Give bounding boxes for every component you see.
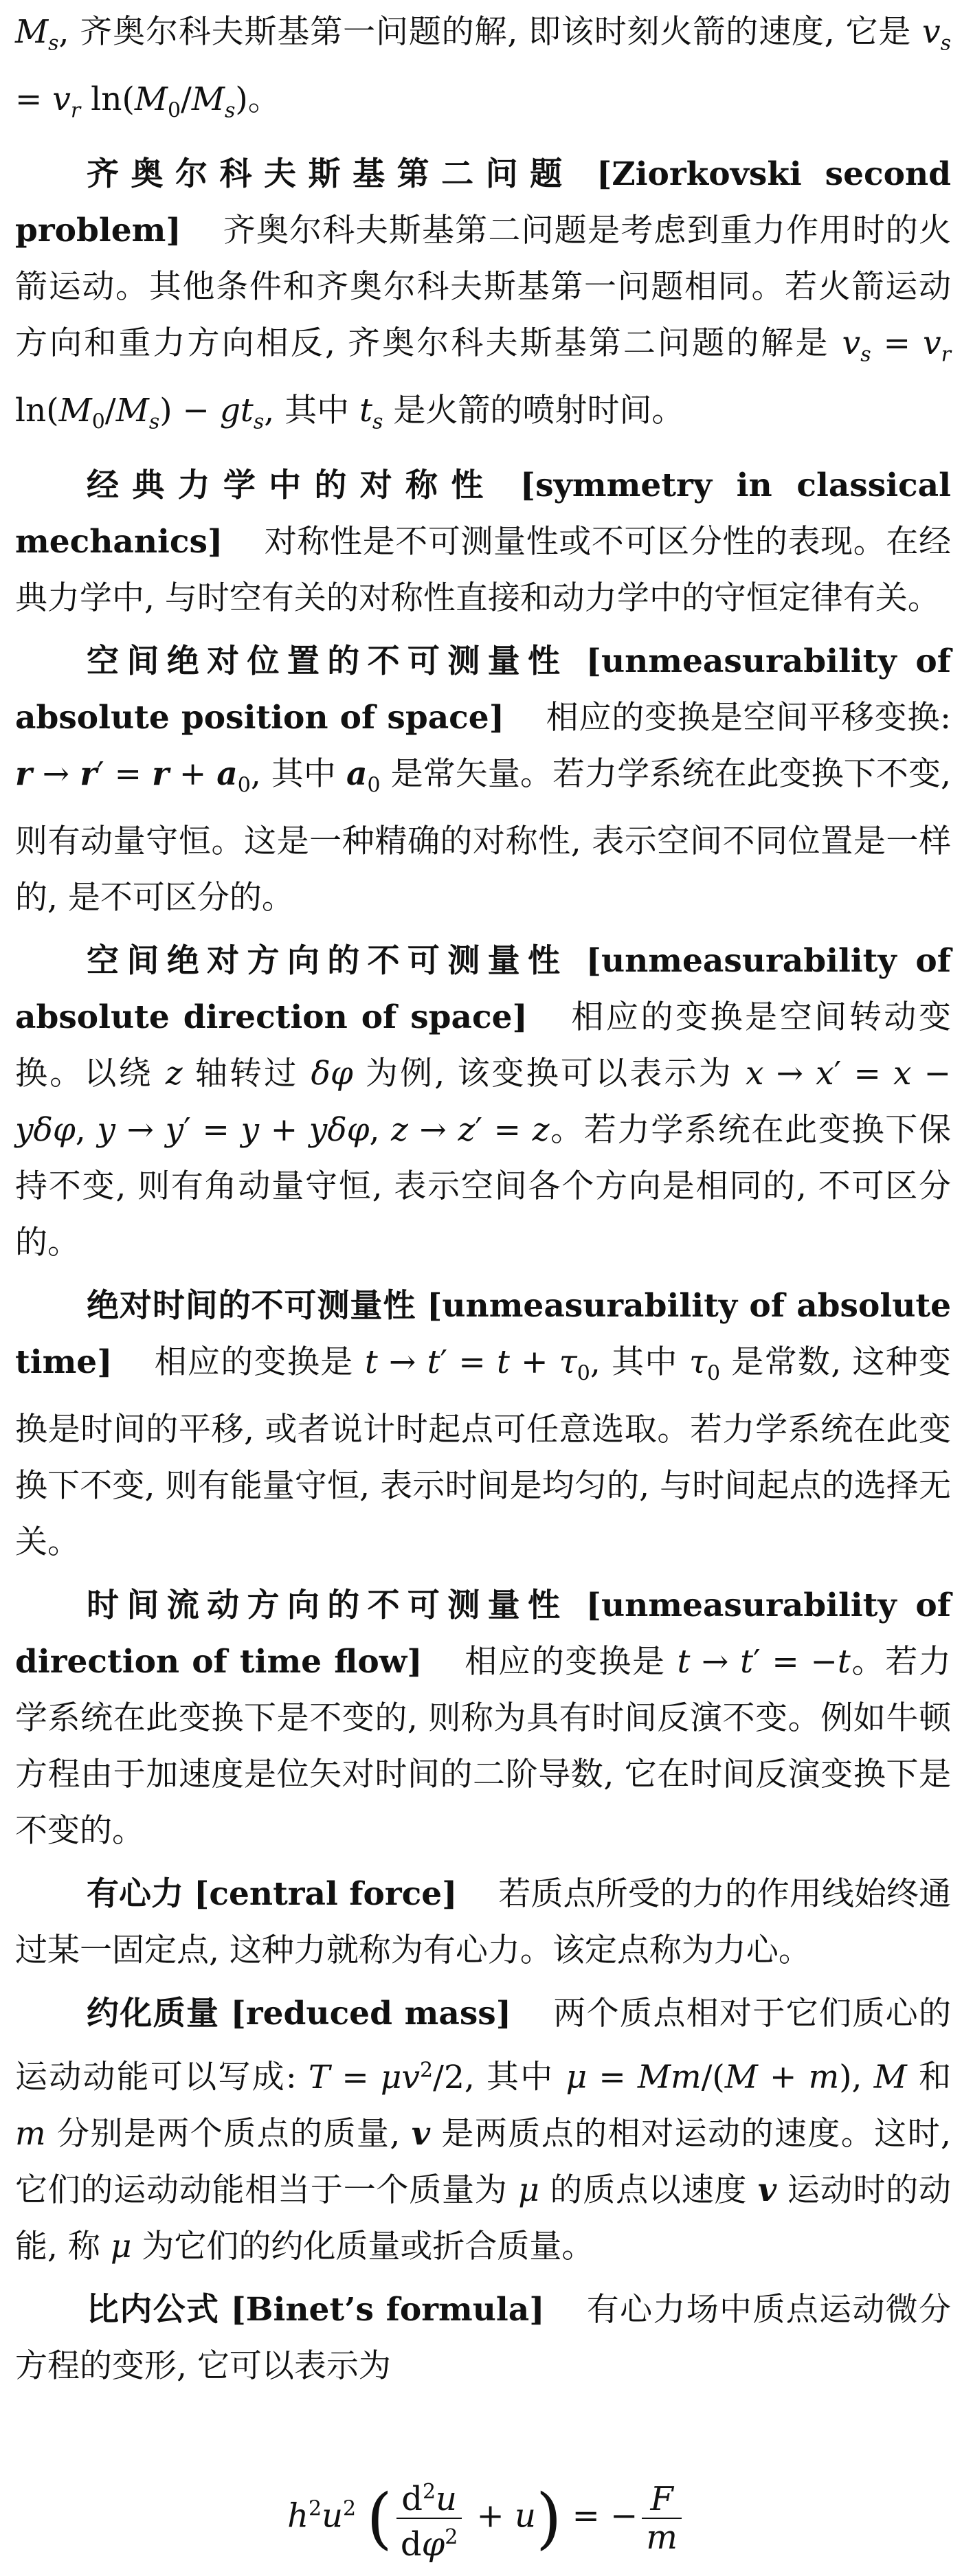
- entry-term: 经典力学中的对称性: [87, 466, 497, 504]
- binet-equation: $h^2u^2$ ( $\frac{d^2u}{d\varphi^2}$ + u) = − $\frac{F}{m}$: [0, 2474, 973, 2563]
- entry-term: 空间绝对方向的不可测量性: [87, 941, 568, 980]
- entry-absolute-direction: 空间绝对方向的不可测量性 [unmeasurability of absolute direction of space] 相应的变换是空间转动变换。以绕 z 轴转过 δφ 为例, 该变换可以表示为 x → x′ = x − yδφ, y → y′ = y + yδφ, z → z′ = z。若力学系统在此变换下保持不变, 则有角动量守恒, 表示空间各个方向是相同的, 不可区分的。: [15, 941, 952, 1262]
- entry-body: 齐奥尔科夫斯基第二问题是考虑到重力作用时的火箭运动。其他条件和齐奥尔科夫斯基第一问题相同。若火箭运动方向和重力方向相反, 齐奥尔科夫斯基第二问题的解是: [15, 211, 951, 362]
- entry-english: [unmeasurability of direction of time flow]: [15, 1587, 951, 1681]
- entry-body: 相应的变换是: [463, 1643, 666, 1681]
- entry-ziolkovski-second: 齐奥尔科夫斯基第二问题 [Ziorkovski second problem] 齐奥尔科夫斯基第二问题是考虑到重力作用时的火箭运动。其他条件和齐奥尔科夫斯基第一问题相同。若火箭运动方向和重力方向相反, 齐奥尔科夫斯基第二问题的解是 $v_s = v_r$ $\ln(M_0/M_s) - gt_s$, 其中 $t_s$ 是火箭的喷射时间。: [15, 155, 951, 434]
- entry-english: [unmeasurability of absolute direction of space]: [15, 941, 951, 1036]
- entry-english: [Ziorkovski second problem]: [15, 155, 951, 249]
- entry-term: 时间流动方向的不可测量性: [87, 1587, 568, 1625]
- entry-body: 相应的变换是空间转动变换。以绕: [15, 998, 951, 1093]
- entry-central-force: [15, 1866, 951, 1979]
- entry-time-flow: 时间流动方向的不可测量性 [unmeasurability of direction of time flow] 相应的变换是 t → t′ = −t。若力学系统在此变换下是不变的, 则称为具有时间反演不变。例如牛顿方程由于加速度是位矢对时间的二阶导数, 它在时间反演变换下是不变的。: [15, 1587, 952, 1850]
- entry-english: [symmetry in classical mechanics]: [15, 466, 951, 561]
- entry-english: [unmeasurability of absolute time]: [15, 1286, 951, 1381]
- entry-term: 空间绝对位置的不可测量性: [87, 642, 568, 680]
- entry-binet-formula: [15, 2282, 951, 2395]
- entry-absolute-position: 空间绝对位置的不可测量性 [unmeasurability of absolute position of space] 相应的变换是空间平移变换: $r \to r' = r + a_0$, 其中 $a_0$ 是常矢量。若力学系统在此变换下不变, 则有动量守恒。这是一种精确的对称性, 表示空间不同位置是一样的, 是不可区分的。: [15, 642, 951, 917]
- entry-body: 相应的变换是: [153, 1343, 354, 1381]
- intro-paragraph: $M_s$, 齐奥尔科夫斯基第一问题的解, 即该时刻火箭的速度, 它是 $v_s = v_r$ $\ln(M_0/M_s)$。: [15, 13, 951, 123]
- entry-term: 有心力: [87, 1875, 184, 1914]
- entry-reduced-mass: 约化质量 [reduced mass] 两个质点相对于它们质心的运动动能可以写成: $T = \mu v^2/2$, 其中 μ = Mm/(M + m), M 和 m 分别是两个质点的质量, v 是两质点的相对运动的速度。这时, 它们的运动动能相当于一个质量为 μ 的质点以速度 v 运动时的动能, 称 μ 为它们的约化质量或折合质量。: [15, 1995, 952, 2265]
- entry-english: [unmeasurability of absolute position of space]: [15, 642, 951, 737]
- entry-body: 对称性是不可测量性或不可区分性的表现。在经典力学中, 与时空有关的对称性直接和动力学中的守恒定律有关。: [15, 522, 951, 617]
- entry-absolute-time: 绝对时间的不可测量性 [unmeasurability of absolute time] 相应的变换是 $t \to t' = t + \tau_0$, 其中 $\tau_0$ 是常数, 这种变换是时间的平移, 或者说计时起点可任意选取。若力学系统在此变换下不变, 则有能量守恒, 表示时间是均匀的, 与时间起点的选择无关。: [15, 1286, 951, 1562]
- entry-term: 齐奥尔科夫斯基第二问题: [87, 155, 574, 193]
- entry-body: 有心力场中质点运动微分方程的变形, 它可以表示为: [15, 2291, 951, 2385]
- entry-english: [Binet’s formula]: [230, 2291, 545, 2329]
- entry-symmetry: [15, 458, 951, 627]
- entry-term: 比内公式: [87, 2291, 220, 2329]
- entry-body: 相应的变换是空间平移变换:: [545, 698, 951, 737]
- entry-english: [reduced mass]: [230, 1995, 511, 2033]
- entry-term: 绝对时间的不可测量性: [87, 1286, 416, 1325]
- entry-english: [central force]: [194, 1875, 458, 1914]
- entry-body: 若质点所受的力的作用线始终通过某一固定点, 这种力就称为有心力。该定点称为力心。: [15, 1875, 952, 1970]
- entry-term: 约化质量: [87, 1995, 220, 2033]
- entry-body: 两个质点相对于它们质心的运动动能可以写成:: [15, 1995, 952, 2096]
